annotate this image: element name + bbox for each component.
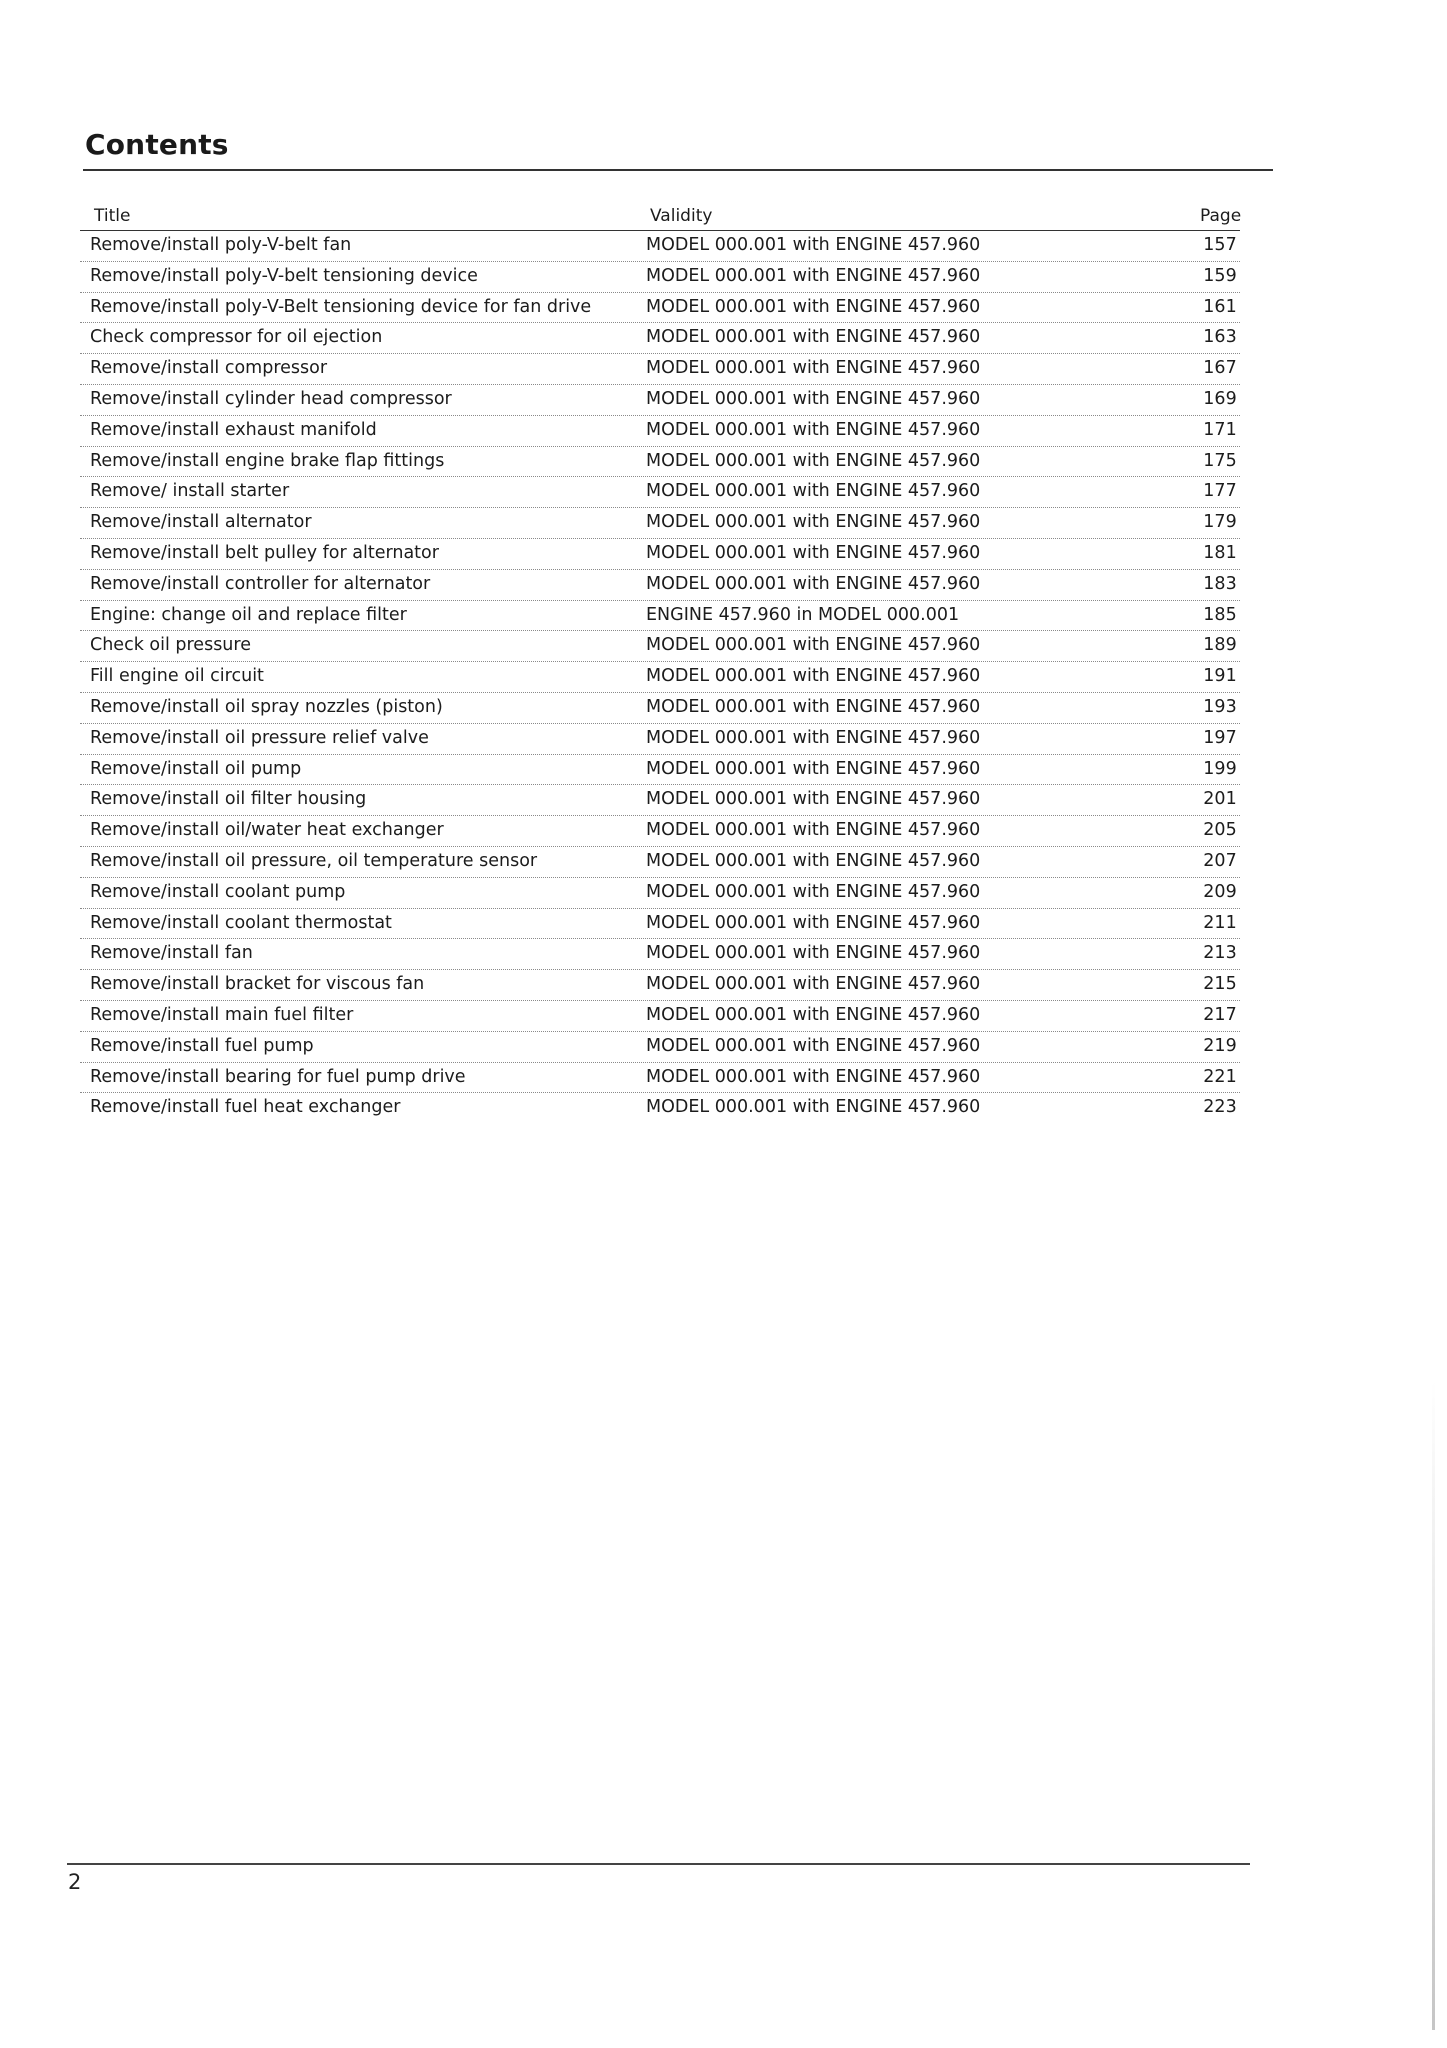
row-page: 197 (1203, 727, 1237, 748)
row-page: 163 (1203, 327, 1237, 348)
row-title: Remove/install oil pressure relief valve (90, 727, 429, 748)
table-row (80, 354, 1240, 385)
row-title: Remove/install cylinder head compressor (90, 388, 452, 409)
row-title: Remove/ install starter (90, 481, 290, 502)
row-validity: MODEL 000.001 with ENGINE 457.960 (646, 327, 981, 348)
row-page: 217 (1203, 1004, 1237, 1025)
row-validity: MODEL 000.001 with ENGINE 457.960 (646, 419, 981, 440)
row-validity: MODEL 000.001 with ENGINE 457.960 (646, 235, 981, 255)
row-title: Check compressor for oil ejection (90, 327, 383, 348)
row-page: 219 (1203, 1035, 1237, 1056)
row-validity: MODEL 000.001 with ENGINE 457.960 (646, 265, 981, 286)
row-page: 209 (1203, 881, 1237, 902)
row-title: Remove/install oil spray nozzles (piston) (90, 696, 443, 717)
row-page: 177 (1203, 481, 1237, 502)
row-title: Remove/install coolant pump (90, 881, 346, 902)
table-row (80, 909, 1240, 940)
row-page: 191 (1203, 666, 1237, 687)
table-row (80, 508, 1240, 539)
page-number: 2 (68, 1870, 82, 1894)
table-row (80, 539, 1240, 570)
row-validity: MODEL 000.001 with ENGINE 457.960 (646, 727, 981, 748)
footer-divider (67, 1863, 1250, 1865)
row-page: 159 (1203, 265, 1237, 286)
row-page: 189 (1203, 635, 1237, 656)
table-row (80, 1063, 1240, 1094)
row-title: Fill engine oil circuit (90, 666, 264, 687)
table-row (80, 693, 1240, 724)
row-title: Remove/install bearing for fuel pump drive (90, 1066, 466, 1087)
row-validity: MODEL 000.001 with ENGINE 457.960 (646, 512, 981, 533)
table-row (80, 816, 1240, 847)
table-row (80, 1001, 1240, 1032)
row-page: 221 (1203, 1066, 1237, 1087)
table-row (80, 1093, 1240, 1123)
row-title: Remove/install controller for alternator (90, 573, 431, 594)
row-title: Remove/install belt pulley for alternator (90, 542, 439, 563)
table-row (80, 262, 1240, 293)
contents-table (80, 196, 1240, 1123)
header-title: Title (94, 206, 131, 226)
row-validity: MODEL 000.001 with ENGINE 457.960 (646, 635, 981, 656)
table-row (80, 416, 1240, 447)
table-row (80, 939, 1240, 970)
row-page: 213 (1203, 943, 1237, 964)
row-title: Remove/install oil pump (90, 758, 302, 779)
row-validity: MODEL 000.001 with ENGINE 457.960 (646, 974, 981, 995)
row-page: 199 (1203, 758, 1237, 779)
table-row (80, 385, 1240, 416)
row-page: 207 (1203, 850, 1237, 871)
table-row (80, 293, 1240, 324)
row-validity: MODEL 000.001 with ENGINE 457.960 (646, 481, 981, 502)
table-row (80, 570, 1240, 601)
row-title: Remove/install exhaust manifold (90, 419, 377, 440)
page-title: Contents (85, 128, 229, 161)
row-title: Remove/install fuel heat exchanger (90, 1097, 401, 1118)
row-title: Remove/install alternator (90, 512, 312, 533)
row-validity: MODEL 000.001 with ENGINE 457.960 (646, 1035, 981, 1056)
row-page: 171 (1203, 419, 1237, 440)
row-validity: MODEL 000.001 with ENGINE 457.960 (646, 1097, 981, 1118)
row-page: 215 (1203, 974, 1237, 995)
row-validity: MODEL 000.001 with ENGINE 457.960 (646, 696, 981, 717)
scan-edge-shadow (1432, 1380, 1435, 2030)
row-page: 179 (1203, 512, 1237, 533)
row-validity: MODEL 000.001 with ENGINE 457.960 (646, 1066, 981, 1087)
row-title: Remove/install coolant thermostat (90, 912, 392, 933)
row-validity: MODEL 000.001 with ENGINE 457.960 (646, 820, 981, 841)
row-validity: MODEL 000.001 with ENGINE 457.960 (646, 358, 981, 379)
table-body (80, 231, 1240, 1123)
row-page: 169 (1203, 388, 1237, 409)
row-page: 181 (1203, 542, 1237, 563)
table-row (80, 785, 1240, 816)
row-page: 183 (1203, 573, 1237, 594)
row-page: 185 (1203, 604, 1237, 625)
table-row (80, 477, 1240, 508)
table-row (80, 601, 1240, 632)
row-validity: MODEL 000.001 with ENGINE 457.960 (646, 943, 981, 964)
row-validity: MODEL 000.001 with ENGINE 457.960 (646, 296, 981, 317)
row-page: 193 (1203, 696, 1237, 717)
header-page: Page (1200, 206, 1242, 226)
row-validity: MODEL 000.001 with ENGINE 457.960 (646, 758, 981, 779)
row-validity: ENGINE 457.960 in MODEL 000.001 (646, 604, 960, 625)
table-row (80, 662, 1240, 693)
row-page: 205 (1203, 820, 1237, 841)
row-title: Remove/install fuel pump (90, 1035, 314, 1056)
row-page: 167 (1203, 358, 1237, 379)
header-validity: Validity (650, 206, 713, 226)
row-page: 157 (1203, 235, 1237, 255)
table-row (80, 847, 1240, 878)
row-page: 175 (1203, 450, 1237, 471)
row-title: Remove/install main fuel filter (90, 1004, 354, 1025)
row-title: Remove/install engine brake flap fittings (90, 450, 445, 471)
row-validity: MODEL 000.001 with ENGINE 457.960 (646, 666, 981, 687)
row-validity: MODEL 000.001 with ENGINE 457.960 (646, 388, 981, 409)
row-title: Remove/install oil filter housing (90, 789, 367, 810)
table-row (80, 231, 1240, 262)
row-title: Remove/install compressor (90, 358, 328, 379)
row-title: Remove/install fan (90, 943, 253, 964)
row-title: Remove/install poly-V-belt fan (90, 235, 352, 255)
table-row (80, 323, 1240, 354)
table-row (80, 878, 1240, 909)
row-title: Remove/install poly-V-Belt tensioning device for fan drive (90, 296, 592, 317)
table-header (80, 196, 1240, 231)
row-page: 201 (1203, 789, 1237, 810)
row-title: Remove/install oil pressure, oil temperature sensor (90, 850, 538, 871)
row-title: Check oil pressure (90, 635, 251, 656)
row-title: Engine: change oil and replace filter (90, 604, 407, 625)
table-row (80, 1032, 1240, 1063)
table-row (80, 970, 1240, 1001)
row-title: Remove/install oil/water heat exchanger (90, 820, 444, 841)
table-row (80, 631, 1240, 662)
row-validity: MODEL 000.001 with ENGINE 457.960 (646, 1004, 981, 1025)
row-title: Remove/install bracket for viscous fan (90, 974, 425, 995)
row-title: Remove/install poly-V-belt tensioning device (90, 265, 478, 286)
row-page: 223 (1203, 1097, 1237, 1118)
table-row (80, 724, 1240, 755)
row-validity: MODEL 000.001 with ENGINE 457.960 (646, 850, 981, 871)
title-divider (83, 169, 1273, 171)
row-validity: MODEL 000.001 with ENGINE 457.960 (646, 450, 981, 471)
row-page: 161 (1203, 296, 1237, 317)
table-row (80, 755, 1240, 786)
row-validity: MODEL 000.001 with ENGINE 457.960 (646, 912, 981, 933)
table-row (80, 447, 1240, 478)
row-validity: MODEL 000.001 with ENGINE 457.960 (646, 542, 981, 563)
row-page: 211 (1203, 912, 1237, 933)
row-validity: MODEL 000.001 with ENGINE 457.960 (646, 789, 981, 810)
row-validity: MODEL 000.001 with ENGINE 457.960 (646, 573, 981, 594)
row-validity: MODEL 000.001 with ENGINE 457.960 (646, 881, 981, 902)
